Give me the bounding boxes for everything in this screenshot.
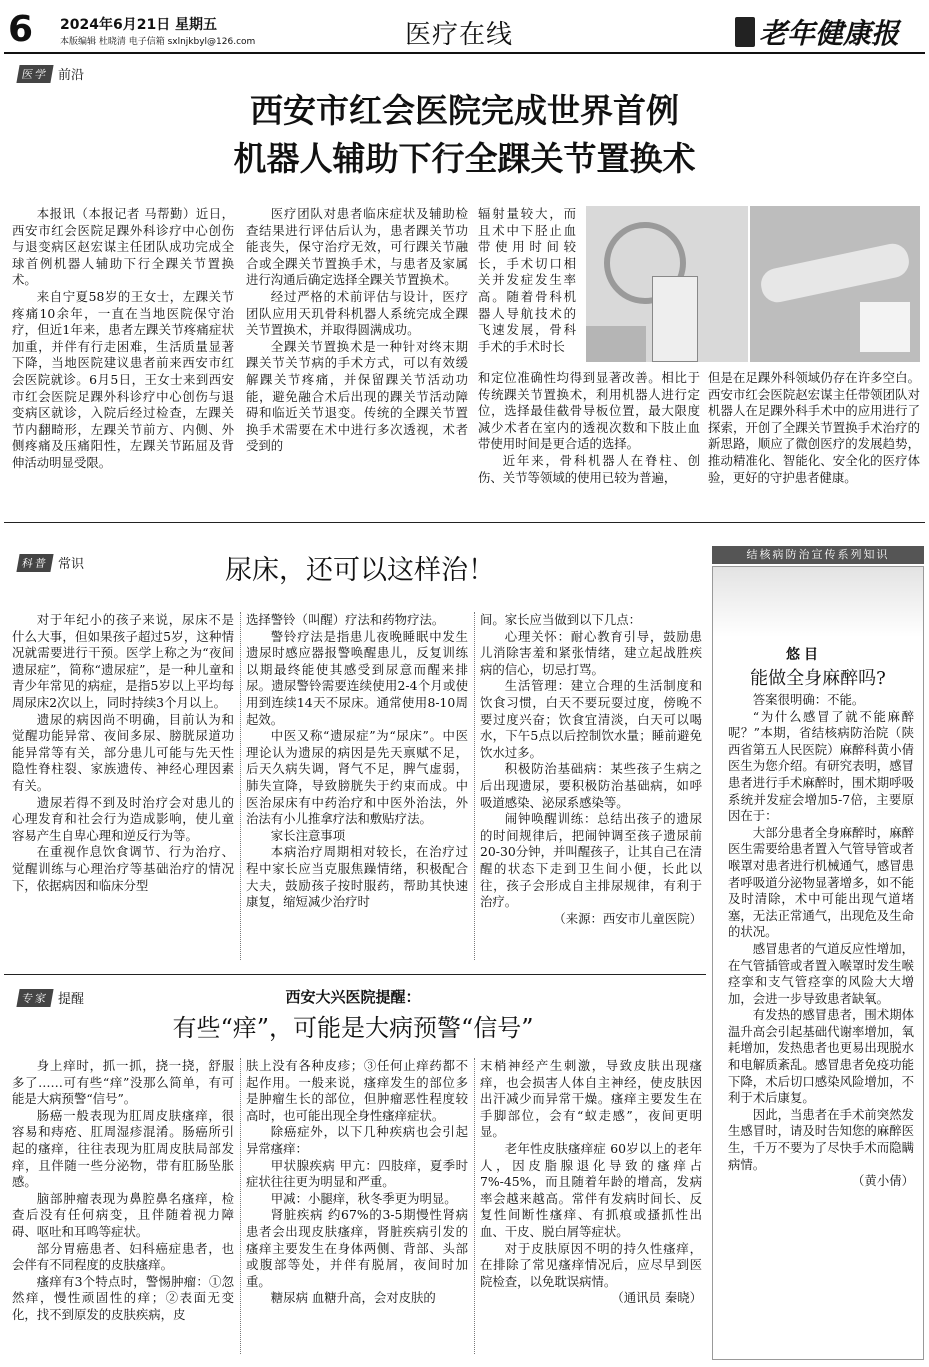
paragraph: 近年来，骨科机器人在脊柱、创伤、关节等领域的使用已较为普遍，: [478, 452, 700, 485]
issue-date: 2024年6月21日 星期五: [60, 17, 218, 33]
page-number: 6: [8, 9, 34, 50]
article3-column-1: [12, 1058, 234, 1360]
column-rule: [240, 612, 241, 960]
paragraph: 肤上没有各种皮疹；③任何止痒药都不起作用。一般来说，瘙痒发生的部位多是肿瘤生长的部位，但肿瘤恶性程度较高时，也可能出现全身性瘙痒症状。: [246, 1058, 468, 1123]
newspaper-logo: [735, 14, 920, 50]
article2-column-3: [480, 612, 702, 964]
article1-section-tag: [18, 64, 84, 83]
paper-name: 老年健康报: [759, 17, 900, 50]
logo-emblem-icon: [735, 17, 755, 47]
subheading: 家长注意事项: [270, 827, 346, 843]
tag-sub-label: 提醒: [58, 992, 85, 1007]
paragraph: 中医又称“遗尿症”为“尿床”。中医理论认为遗尿的病因是先天禀赋不足，后天久病失调，肾气不足，脾气虚弱，肺失宣降，导致膀胱失于约束而成。中医治尿床有中药治疗和中医外治法，外治法有小儿推拿疗法和敷贴疗法。: [246, 728, 468, 827]
paragraph: 甲减：小腿痒，秋冬季更为明显。: [270, 1190, 457, 1206]
paragraph: 本病治疗周期相对较长，在治疗过程中家长应当克服焦躁情绪，积极配合大夫，鼓励孩子按时服药，帮助其快速康复，缩短减少治疗时: [246, 844, 468, 910]
paragraph: 生活管理：建立合理的生活制度和饮食习惯，白天不要玩耍过度，傍晚不要过度兴奋；饮食宜清淡，白天可以喝水，下午5点以后控制饮水量；睡前避免饮水过多。: [480, 678, 702, 760]
paragraph: 对于皮肤原因不明的持久性瘙痒，在排除了常见瘙痒情况后，应尽早到医院检查，以免耽误病情。: [480, 1240, 702, 1289]
author-credit: （黄小倩）: [852, 1173, 914, 1189]
article1-column-2: [246, 206, 468, 506]
sidebar-header: 结核病防治宣传系列知识: [712, 546, 924, 564]
source-credit: （来源：西安市儿童医院）: [553, 910, 702, 926]
tag-label: 专家: [16, 989, 53, 1007]
column-rule: [474, 612, 475, 960]
editor-credit: 本版编辑 杜晓清 电子信箱 sxlnjkbyl@126.com: [60, 37, 256, 47]
article1-column-3-bottom: [478, 370, 700, 506]
paragraph: 大部分患者全身麻醉时，麻醉医生需要给患者置入气管导管或者喉罩对患者进行机械通气，感冒患者呼吸道分泌物显著增多，如不能及时清除，术中可能出现气道堵塞，无法正常通气，出现危及生命的状况。: [728, 824, 914, 940]
sidebar-body: [728, 692, 914, 1350]
paragraph: 全踝关节置换术是一种针对终末期踝关节关节病的手术方式，可以有效缓解踝关节疼痛，并保留踝关节活动功能，避免融合术后出现的踝关节活动障碍和临近关节退变。传统的全踝关节置换手术需要在术中进行多次透视，术者受到的: [246, 338, 468, 454]
paragraph: 辐射量较大，而且术中下胫止血带使用时间较长，手术切口相关并发症发生率高。随着骨科机器人导航技术的飞速发展，骨科手术的手术时长: [478, 206, 576, 354]
article3-title: 有些“痒”，可能是大病预警“信号”: [172, 1014, 534, 1042]
paragraph: 有发热的感冒患者，围术期体温升高会引起基础代谢率增加，氧耗增加，发热患者也更易出现脱水和电解质紊乱。感冒患者免疫功能下降，术后切口感染风险增加，不利于术后康复。: [728, 1007, 914, 1106]
paragraph: 医疗团队对患者临床症状及辅助检查结果进行评估后认为，患者踝关节功能丧失，保守治疗无效，可行踝关节融合或全踝关节置换手术，与患者及家属进行沟通后确定选择全踝关节置换术。: [246, 206, 468, 288]
article3-column-3: [480, 1058, 702, 1360]
paragraph: 间。家长应当做到以下几点：: [480, 612, 642, 627]
paragraph: 脑部肿瘤表现为鼻腔鼻名瘙痒，检查后没有任何病变，且伴随着视力障碍、呕吐和耳鸣等症状。: [12, 1190, 234, 1239]
paragraph: 但是在足踝外科领域仍存在许多空白。西安市红会医院赵宏谋主任带领团队对机器人在足踝外科手术中的应用进行了探索，开创了全踝关节置换手术治疗的新思路，顺应了微创医疗的发展趋势，推动精准化、智能化、安全化的医疗体验，更好的守护患者健康。: [708, 370, 920, 485]
paragraph: 遗尿的病因尚不明确，目前认为和觉醒功能异常、夜间多尿、膀胱尿道功能异常等有关，部分患儿可能与先天性隐性脊柱裂、家族遗传、神经心理因素有关。: [12, 711, 234, 793]
article2-column-2: [246, 612, 468, 964]
paragraph: 除癌症外，以下几种疾病也会引起异常瘙痒：: [246, 1124, 468, 1156]
paragraph: 对于年纪小的孩子来说，尿床不是什么大事，但如果孩子超过5岁，这种情况就需要进行干预。医学上称之为“夜间遗尿症”，简称“遗尿症”，是一种儿童和青少年常见的病症，是指5岁以上平均每周尿床2次以上，同时持续3个月以上。: [12, 612, 234, 710]
section-divider: [4, 522, 925, 523]
author-credit: （通讯员 秦晓）: [611, 1290, 702, 1306]
article2-title: 尿床，还可以这样治！: [225, 555, 495, 586]
paragraph: “为什么感冒了就不能麻醉呢？”本期，省结核病防治院（陕西省第五人民医院）麻醉科黄小倩医生为您介绍。有研究表明，感冒患者进行手术麻醉时，围术期呼吸系统并发症会增加5-7倍，主要原因在于：: [728, 708, 914, 824]
paragraph: 积极防治基础病：某些孩子生病之后出现遗尿，要积极防治基础病，如呼吸道感染、泌尿系感染等。: [480, 761, 702, 810]
header-rule: [4, 52, 925, 54]
paragraph: 来自宁夏58岁的王女士，左踝关节疼痛10余年，一直在当地医院保守治疗，但近1年来，患者左踝关节疼痛症状加重，并伴有行走困难，生活质量显著下降，当地医院建议患者前来西安市红会医院就诊。6月5日，王女士来到西安市红会医院足踝外科诊疗中心创伤与退变病区就诊，入院后经过检查，左踝关节内翻畸形，左踝关节前方、内侧、外侧疼痛及压痛阳性，左踝关节跖屈及背伸活动明显受限。: [12, 288, 234, 470]
article1-column-1: [12, 206, 234, 506]
article1-title-line2: 机器人辅助下行全踝关节置换术: [233, 139, 696, 178]
article2-section-tag: [18, 553, 84, 572]
article3-kicker: 西安大兴医院提醒：: [285, 988, 421, 1006]
paragraph: 末梢神经产生刺激，导致皮肤出现瘙痒，也会损害人体自主神经，使皮肤因出汗减少而异常干燥。瘙痒主要发生在手脚部位，会有“蚁走感”，夜间更明显。: [480, 1058, 702, 1140]
article3-column-2: [246, 1058, 468, 1360]
paragraph: 闹钟唤醒训练：总结出孩子的遗尿的时间规律后，把闹钟调至孩子遗尿前20-30分钟，并叫醒孩子，让其自己在清醒的状态下走到卫生间小便，长此以往，孩子会形成自主排尿规律，有利于治疗。: [480, 811, 702, 910]
column-rule: [240, 1058, 241, 1354]
paragraph: 和定位准确性均得到显著改善。相比于传统踝关节置换术，利用机器人进行定位，选择最佳截骨导板位置，最大限度减少术者在室内的透视次数和下肢止血带使用时间是更合适的选择。: [478, 370, 700, 452]
paragraph: 本报讯（本报记者 马帮勤）近日，西安市红会医院足踝外科诊疗中心创伤与退变病区赵宏谋主任团队成功完成全球首例机器人辅助下行全踝关节置换术。: [12, 206, 234, 288]
paragraph: 瘙痒有3个特点时，警惕肿瘤：①忽然痒，慢性顽固性的痒；②表面无变化，找不到原发的皮肤疾病，皮: [12, 1273, 234, 1322]
paragraph: 遗尿若得不到及时治疗会对患儿的心理发育和社会行为造成影响，使儿童容易产生自卑心理和逆反行为等。: [12, 794, 234, 843]
paragraph: 肾脏疾病 约67%的3-5期慢性肾病患者会出现皮肤瘙痒，肾脏疾病引发的瘙痒主要发生在身体两侧、背部、头部或腹部等处，并伴有脱屑，夜间时加重。: [246, 1207, 468, 1289]
tag-sub-label: 常识: [58, 557, 85, 572]
article1-column-3-top: [478, 206, 576, 368]
column-rule: [474, 1058, 475, 1354]
article1-column-4: [708, 370, 920, 506]
paragraph: 心理关怀：耐心教育引导，鼓励患儿消除害羞和紧张情绪，建立起战胜疾病的信心，切忌打骂。: [480, 628, 702, 677]
paragraph: 警铃疗法是指患儿夜晚睡眠中发生遗尿时感应器报警唤醒患儿，反复训练以期最终能使其感受到尿意而醒来排尿。遗尿警铃需要连续使用2-4个月或使用到连续14天不尿床。通常使用8-10周起效。: [246, 628, 468, 727]
section-divider: [4, 974, 706, 975]
section-title: 医疗在线: [405, 20, 514, 50]
paragraph: 答案很明确：不能。: [752, 692, 865, 707]
paragraph: 老年性皮肤瘙痒症 60岁以上的老年人，因皮脂腺退化导致的瘙痒占7%-45%，而且随着年龄的增高，发病率会越来越高。常伴有发病时间长、反复性间断性瘙痒、有抓痕或搔抓性出血、干皮、脱白屑等症状。: [480, 1140, 702, 1239]
paragraph: 因此，当患者在手术前突然发生感冒时，请及时告知您的麻醉医生，千万不要为了尽快手术而隐瞒病情。: [728, 1106, 914, 1172]
sidebar-title: 能做全身麻醉吗?: [750, 668, 886, 689]
paragraph: 在重视作息饮食调节、行为治疗、觉醒训练与心理治疗等基础治疗的情况下，依据病因和临床分型: [12, 844, 234, 893]
sidebar-decoration: [713, 567, 923, 637]
surgery-photo-right: [750, 206, 920, 362]
paragraph: 感冒患者的气道反应性增加，在气管插管或者置入喉罩时发生喉痉挛和支气管痉挛的风险大大增加，会进一步导致患者缺氧。: [728, 940, 914, 1006]
paragraph: 部分胃癌患者、妇科癌症患者，也会伴有不同程度的皮肤瘙痒。: [12, 1240, 234, 1273]
tag-sub-label: 前沿: [58, 68, 85, 83]
sidebar-tag: 悠目: [786, 647, 822, 663]
tag-label: 医学: [16, 65, 53, 83]
article1-title-line1: 西安市红会医院完成世界首例: [250, 91, 679, 130]
paragraph: 身上痒时，抓一抓，挠一挠，舒服多了……可有些“痒”没那么简单，有可能是大病预警“信号”。: [12, 1058, 234, 1107]
paragraph: 甲状腺疾病 甲亢：四肢痒，夏季时症状往往更为明显和严重。: [246, 1157, 468, 1190]
article2-column-1: [12, 612, 234, 964]
surgery-photo-left: [586, 206, 748, 362]
paragraph: 糖尿病 血糖升高，会对皮肤的: [270, 1290, 436, 1306]
paragraph: 经过严格的术前评估与设计，医疗团队应用天玑骨科机器人系统完成全踝关节置换术，并取得圆满成功。: [246, 288, 468, 338]
paragraph: 肠癌一般表现为肛周皮肤瘙痒，很容易和痔疮、肛周湿疹混淆。肠癌所引起的瘙痒，往往表现为肛周皮肤局部发痒，且伴随一些分泌物，带有肛肠坠胀感。: [12, 1107, 234, 1190]
tag-label: 科普: [16, 554, 53, 572]
paragraph: 选择警铃（叫醒）疗法和药物疗法。: [246, 612, 445, 627]
